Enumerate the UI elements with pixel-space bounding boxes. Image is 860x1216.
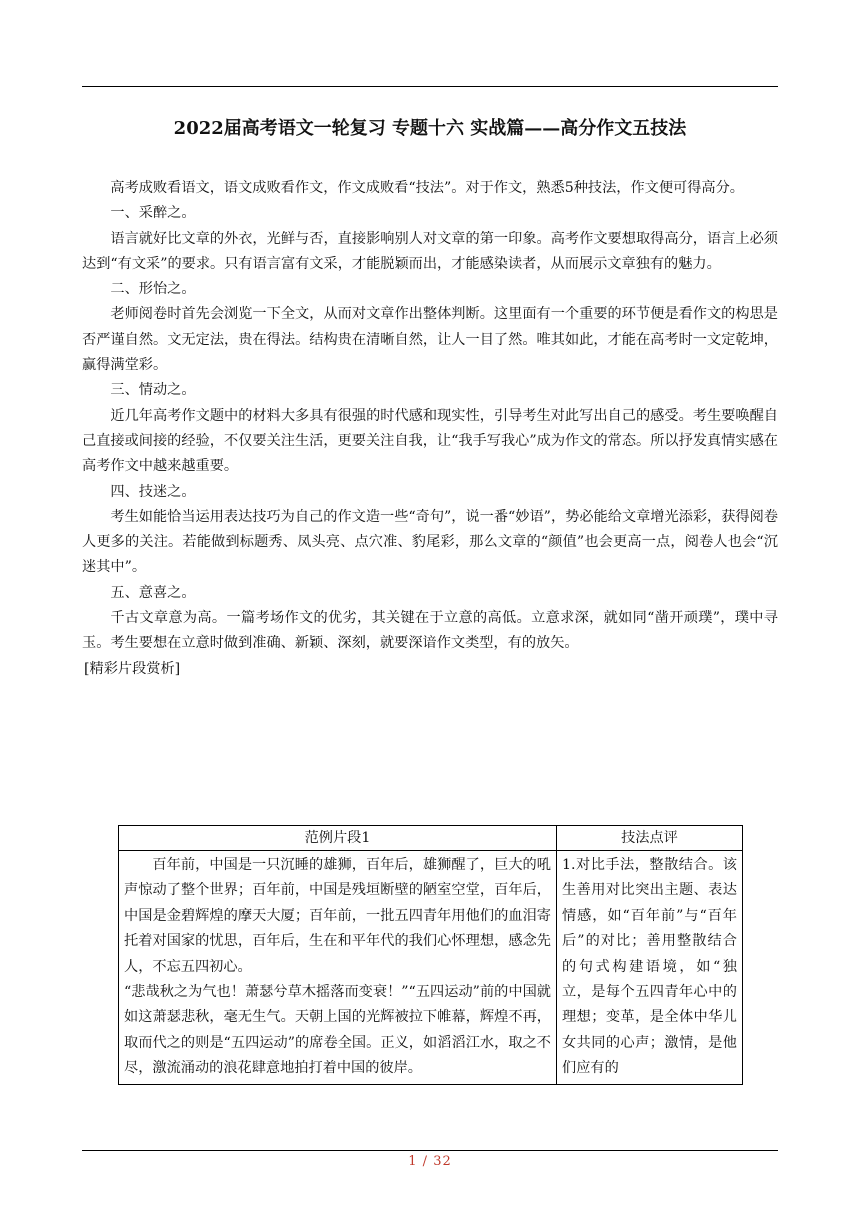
section-heading-3: 三、情动之。 [110,382,196,399]
section-paragraph-2: 老师阅卷时首先会浏览一下全文，从而对文章作出整体判断。这里面有一个重要的环节便是看作文的构思是否严谨自然。文无定法，贵在得法。结构贵在清晰自然，让人一目了然。唯其如此，才能在高考时一文定乾坤，赢得满堂彩。 [82,306,778,374]
section-heading-4: 四、技迷之。 [110,483,196,500]
table-row [119,851,743,1085]
page-separator: / [422,1154,429,1169]
excerpt-table [118,825,743,1085]
section-paragraph-3: 近几年高考作文题中的材料大多具有很强的时代感和现实性，引导考生对此写出自己的感受。考生要唤醒自己直接或间接的经验，不仅要关注生活，更要关注自我，让“我手写我心”成为作文的常态。所以抒发真情实感在高考作文中越来越重要。 [82,407,778,475]
section-paragraph-5: 千古文章意为高。一篇考场作文的优劣，其关键在于立意的高低。立意求深，就如同“凿开顽璞”，璞中寻玉。考生要想在立意时做到准确、新颖、深刻，就要深谙作文类型，有的放矢。 [82,610,778,652]
page-number [0,1154,860,1169]
table-header-excerpt: 范例片段1 [119,826,557,851]
total-pages: 32 [433,1154,452,1169]
excerpt-paragraph-2: “悲哉秋之为气也！萧瑟兮草木摇落而变衰！”“五四运动”前的中国就如这萧瑟悲秋，毫无生气。天朝上国的光辉被拉下帷幕，辉煌不再，取而代之的则是“五四运动”的席卷全国。正义，如滔滔江水，取之不尽，激流涌动的浪花肆意地拍打着中国的彼岸。 [124,984,551,1077]
table-header-comment: 技法点评 [557,826,743,851]
section-heading-5: 五、意喜之。 [110,584,196,601]
section-paragraph-4: 考生如能恰当运用表达技巧为自己的作文造一些“奇句”，说一番“妙语”，势必能给文章增光添彩，获得阅卷人更多的关注。若能做到标题秀、凤头亮、点穴准、豹尾彩，那么文章的“颜值”也会更高一点，阅卷人也会“沉迷其中”。 [82,508,778,576]
section-label: [精彩片段赏析] [84,660,181,677]
table-header-row [119,826,743,851]
comment-cell: 1.对比手法，整散结合。该生善用对比突出主题、表达情感，如“百年前”与“百年后”的对比；善用整散结合的句式构建语境，如“独立，是每个五四青年心中的理想；变革，是全体中华儿女共同的心声；激情，是他们应有的 [557,851,743,1085]
current-page: 1 [408,1154,418,1169]
document-title: 2022届高考语文一轮复习 专题十六 实战篇——高分作文五技法 [173,118,687,139]
section-heading-2: 二、形怡之。 [110,281,196,298]
excerpt-paragraph-1: 百年前，中国是一只沉睡的雄狮，百年后，雄狮醒了，巨大的吼声惊动了整个世界；百年前，中国是残垣断壁的陋室空堂，百年后，中国是金碧辉煌的摩天大厦；百年前，一批五四青年用他们的血泪寄托着对国家的忧思，百年后，生在和平年代的我们心怀理想，感念先人，不忘五四初心。 [124,857,551,975]
section-paragraph-1: 语言就好比文章的外衣，光鲜与否，直接影响别人对文章的第一印象。高考作文要想取得高分，语言上必须达到“有文采”的要求。只有语言富有文采，才能脱颖而出，才能感染读者，从而展示文章独有的魅力。 [82,230,778,272]
footer-rule [82,1150,778,1151]
excerpt-cell [119,851,557,1085]
intro-paragraph: 高考成败看语文，语文成败看作文，作文成败看“技法”。对于作文，熟悉5种技法，作文便可得高分。 [110,180,744,196]
section-heading-1: 一、采醉之。 [110,205,196,222]
document-body [82,176,778,682]
header-rule [82,86,778,87]
